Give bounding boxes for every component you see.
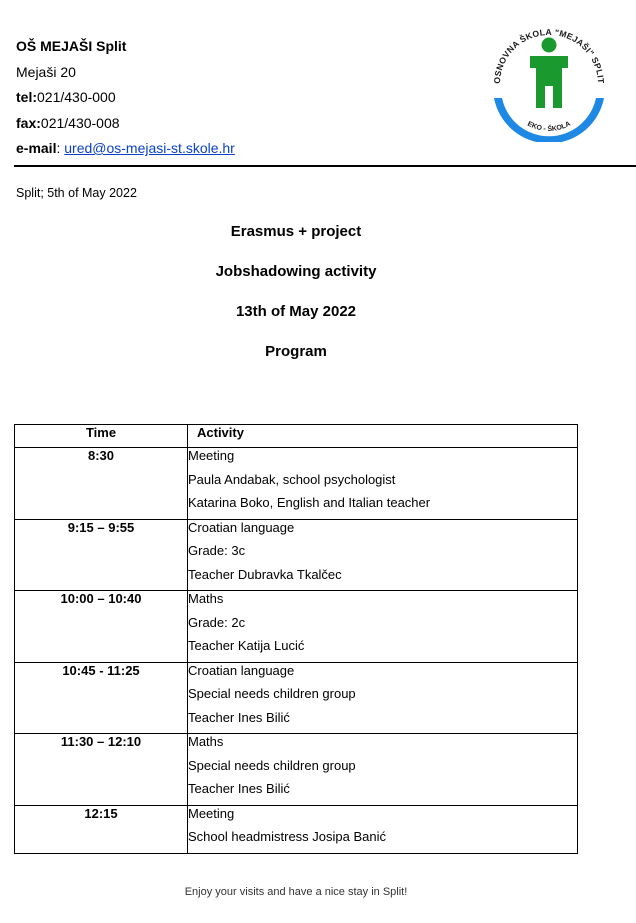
fax-label: fax: <box>16 114 41 131</box>
table-row <box>15 591 578 663</box>
activity-line: Special needs children group <box>188 686 356 701</box>
email-link[interactable]: ured@os-mejasi-st.skole.hr <box>64 140 235 156</box>
email-line <box>16 136 235 162</box>
activity-line: Teacher Dubravka Tkalčec <box>188 566 342 582</box>
fax-line <box>16 111 235 137</box>
table-header-row <box>15 425 578 448</box>
email-separator: : <box>56 140 65 156</box>
activity-line: Paula Andabak, school psychologist <box>188 471 396 487</box>
activity-line: Teacher Ines Bilić <box>188 709 290 725</box>
logo-figure-head <box>542 38 557 53</box>
activity-line: Maths <box>188 591 224 606</box>
title-block <box>0 222 592 382</box>
row-time <box>15 591 188 663</box>
school-logo <box>484 12 614 142</box>
table-row <box>15 734 578 806</box>
school-contact-block <box>16 34 235 162</box>
row-time <box>15 734 188 806</box>
activity-line: Special needs children group <box>188 757 356 773</box>
closing-note: Enjoy your visits and have a nice stay in Split! <box>184 886 408 898</box>
row-activity <box>188 591 578 663</box>
row-activity <box>188 805 578 853</box>
time-text: 10:45 - 11:25 <box>62 662 140 678</box>
logo-figure-body <box>530 56 568 108</box>
program-title: Program <box>265 343 327 360</box>
school-address: Mejaši 20 <box>16 63 76 80</box>
activity-line: Katarina Boko, English and Italian teacher <box>188 495 431 510</box>
row-time <box>15 519 188 591</box>
activity-line: Grade: 2c <box>188 614 246 630</box>
activity-line: Meeting <box>188 448 235 463</box>
activity-line: Teacher Ines Bilić <box>188 781 290 796</box>
table-row <box>15 805 578 853</box>
project-title: Erasmus + project <box>230 223 362 240</box>
time-column-header: Time <box>15 425 188 448</box>
row-time <box>15 448 188 520</box>
row-activity <box>188 519 578 591</box>
table-row <box>15 519 578 591</box>
row-activity <box>188 734 578 806</box>
time-text: 11:30 – 12:10 <box>60 734 142 749</box>
activity-line: Teacher Katija Lucić <box>188 638 305 653</box>
document-date: Split; 5th of May 2022 <box>16 186 137 200</box>
time-text: 9:15 – 9:55 <box>67 519 135 535</box>
activity-line: Maths <box>188 734 224 749</box>
email-label: e-mail <box>16 140 57 156</box>
activity-line: School headmistress Josipa Banić <box>188 829 386 844</box>
time-text: 12:15 <box>84 805 118 821</box>
time-text: 8:30 <box>87 448 115 463</box>
phone-number: 021/430-000 <box>37 89 116 105</box>
activity-line: Grade: 3c <box>188 543 246 558</box>
row-activity <box>188 662 578 734</box>
time-text: 10:00 – 10:40 <box>60 591 142 606</box>
activity-line: Meeting <box>188 805 235 821</box>
svg-text:EKO - ŠKOLA <box>526 121 572 133</box>
activity-title: Jobshadowing activity <box>215 263 377 280</box>
table-row <box>15 448 578 520</box>
phone-label: tel: <box>16 89 37 105</box>
phone-line <box>16 85 235 111</box>
logo-blue-arc <box>494 98 604 142</box>
row-time <box>15 805 188 853</box>
school-name: OŠ MEJAŠI Split <box>16 38 127 54</box>
row-activity <box>188 448 578 520</box>
logo-bottom-text: EKO - ŠKOLA <box>526 120 572 134</box>
program-table <box>14 424 578 854</box>
activity-column-header: Activity <box>188 425 578 448</box>
table-row <box>15 662 578 734</box>
activity-line: Croatian language <box>188 662 295 678</box>
row-time <box>15 662 188 734</box>
fax-number: 021/430-008 <box>40 114 120 131</box>
logo-ring-text: OSNOVNA ŠKOLA "MEJAŠI" SPLIT <box>491 26 607 84</box>
activity-line: Croatian language <box>188 519 295 535</box>
event-date-title: 13th of May 2022 <box>235 303 357 320</box>
header-divider <box>14 165 636 167</box>
